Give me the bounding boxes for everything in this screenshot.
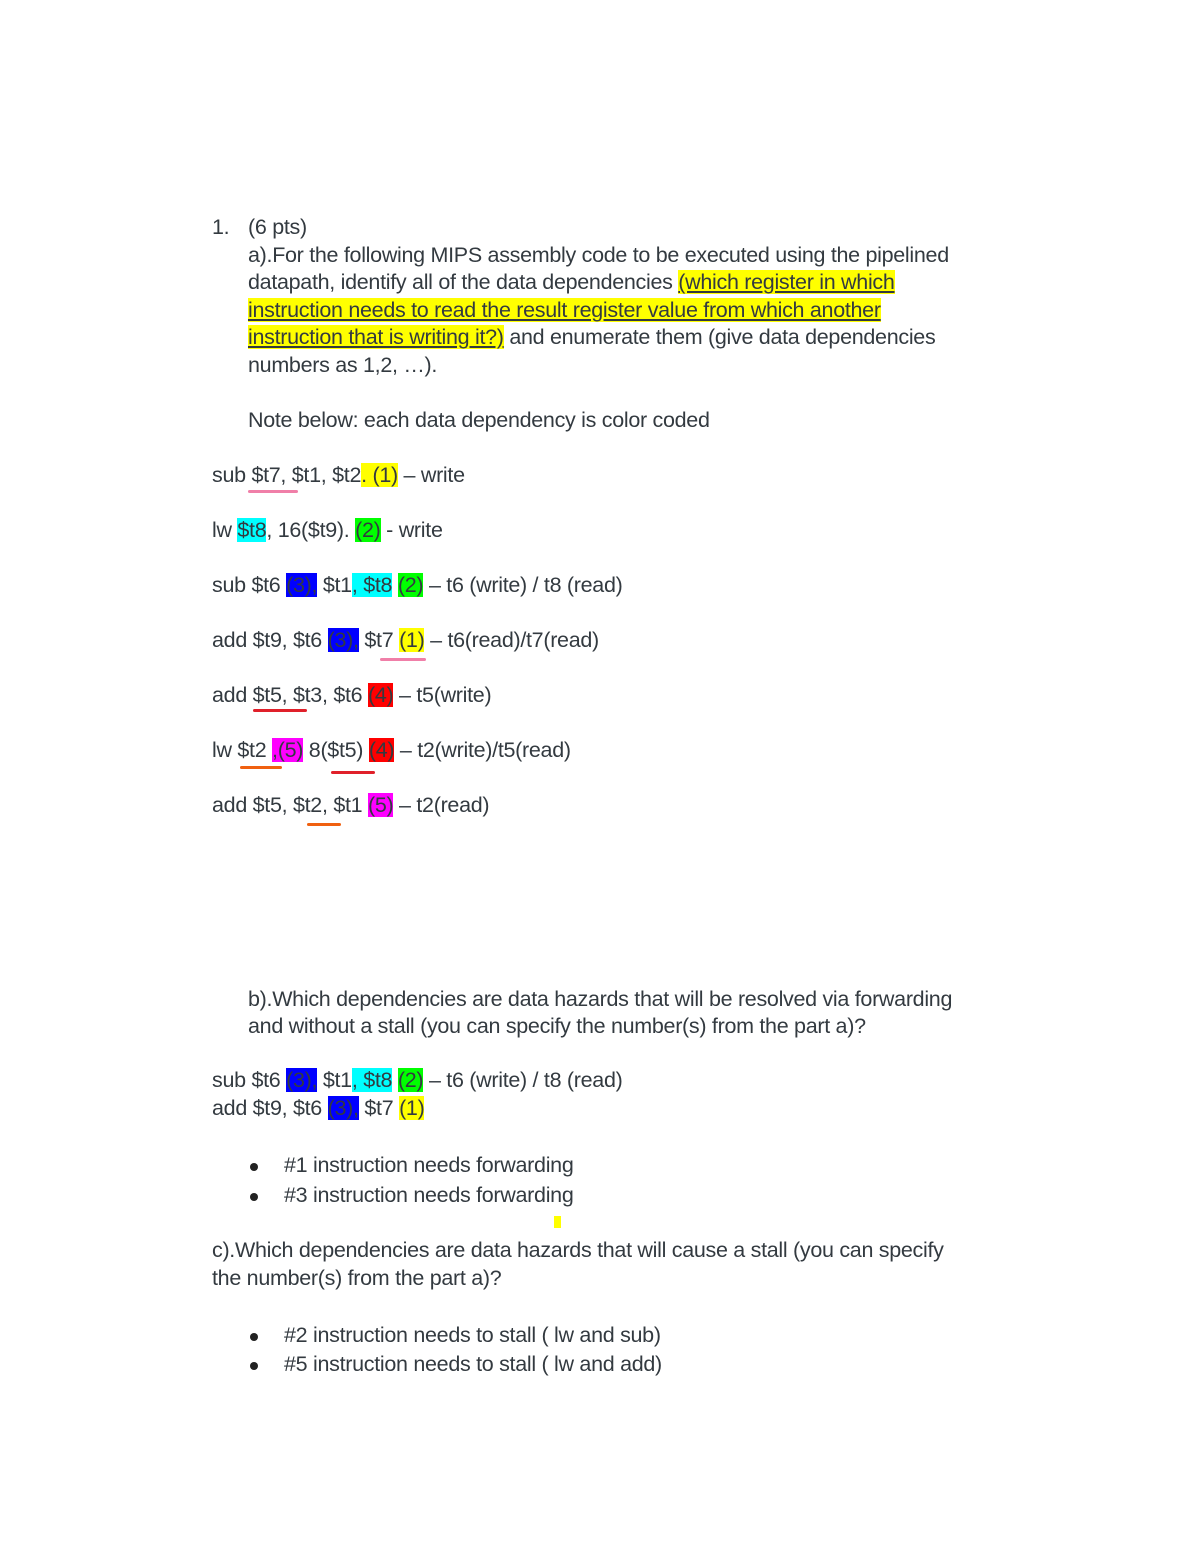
bullet-item: #1 instruction needs forwarding [284, 1153, 574, 1177]
text-segment: $t7 [358, 1096, 400, 1120]
highlighted-text: (4) [368, 738, 395, 762]
text-segment: lw [212, 518, 238, 542]
highlight-mark [554, 1216, 561, 1228]
text-segment: $t7 [358, 628, 400, 652]
highlighted-text: (5) [367, 793, 394, 817]
highlighted-text: (2) [397, 1068, 424, 1092]
pen-underline-mark [380, 658, 426, 661]
text-segment: – t2(read) [393, 793, 490, 817]
text-segment: , 16($t9). [266, 518, 356, 542]
part-a-prompt-line [248, 269, 895, 296]
highlighted-text: (3), [327, 1096, 359, 1120]
text-segment: and enumerate them (give data dependencies [503, 325, 936, 349]
part-a-prompt-line [248, 297, 881, 324]
code-line [212, 1095, 424, 1122]
text-segment: sub $t7, $t1, $t2 [212, 463, 362, 487]
part-c-prompt-line: c).Which dependencies are data hazards that will cause a stall (you can specify [212, 1238, 944, 1262]
color-code-note: Note below: each data dependency is color coded [248, 408, 710, 432]
text-segment: lw $t2 [212, 738, 273, 762]
highlighted-text: instruction needs to read the result register value from which another [248, 298, 881, 322]
pen-underline-mark [331, 771, 375, 774]
code-line [212, 682, 491, 709]
text-segment: 8($t5) [303, 738, 369, 762]
text-segment: datapath, identify all of the data dependencies [248, 270, 679, 294]
bullet-icon [250, 1362, 258, 1370]
text-segment: add $t5, $t3, $t6 [212, 683, 368, 707]
text-segment: – t6 (write) / t8 (read) [423, 573, 623, 597]
code-line [212, 572, 622, 599]
part-a-prompt-line [248, 352, 437, 379]
pen-underline-mark [253, 709, 307, 712]
highlighted-text: (2) [397, 573, 424, 597]
bullet-icon [250, 1333, 258, 1341]
text-segment: add $t9, $t6 [212, 628, 328, 652]
bullet-icon [250, 1163, 258, 1171]
code-line [212, 792, 489, 819]
text-segment: add $t5, $t2, $t1 [212, 793, 368, 817]
text-segment: – t6(read)/t7(read) [424, 628, 599, 652]
highlighted-text: ,(5) [272, 738, 304, 762]
question-number: 1. [212, 215, 230, 239]
text-segment: sub $t6 [212, 1068, 287, 1092]
text-segment: – t5(write) [393, 683, 492, 707]
highlighted-text: $t8 [237, 518, 267, 542]
text-segment: add $t9, $t6 [212, 1096, 328, 1120]
text-segment: – t2(write)/t5(read) [394, 738, 571, 762]
text-segment: $t1 [317, 573, 352, 597]
pen-underline-mark [307, 823, 341, 826]
text-segment: sub $t6 [212, 573, 287, 597]
bullet-item: #5 instruction needs to stall ( lw and add) [284, 1352, 662, 1376]
pen-underline-mark [248, 490, 298, 493]
code-line [212, 462, 465, 489]
code-line [212, 627, 599, 654]
highlighted-text: instruction that is writing it?) [248, 325, 504, 349]
code-line [212, 517, 443, 544]
highlighted-text: . (1) [361, 463, 398, 487]
text-segment: – t6 (write) / t8 (read) [423, 1068, 623, 1092]
part-b-prompt-line: and without a stall (you can specify the number(s) from the part a)? [248, 1014, 866, 1038]
text-segment: a).For the following MIPS assembly code to be executed using the pipelined [248, 243, 949, 267]
bullet-item: #3 instruction needs forwarding [284, 1183, 574, 1207]
highlighted-text: (3), [286, 573, 318, 597]
text-segment: $t1 [317, 1068, 352, 1092]
pen-underline-mark [240, 766, 282, 769]
highlighted-text: (4) [367, 683, 394, 707]
part-a-prompt-line [248, 242, 949, 269]
highlighted-text: (which register in which [678, 270, 895, 294]
bullet-item: #2 instruction needs to stall ( lw and sub) [284, 1323, 661, 1347]
part-a-prompt-line [248, 324, 935, 351]
part-b-prompt-line: b).Which dependencies are data hazards that will be resolved via forwarding [248, 987, 953, 1011]
highlighted-text: (2) [355, 518, 381, 542]
text-segment: - write [380, 518, 443, 542]
code-line [212, 1067, 622, 1094]
highlighted-text: , $t8 [351, 1068, 393, 1092]
part-c-prompt-line: the number(s) from the part a)? [212, 1266, 502, 1290]
highlighted-text: (3), [286, 1068, 318, 1092]
text-segment: – write [397, 463, 465, 487]
highlighted-text: (3), [327, 628, 359, 652]
highlighted-text: , $t8 [351, 573, 393, 597]
bullet-icon [250, 1193, 258, 1201]
code-line [212, 737, 571, 764]
question-points: (6 pts) [248, 215, 307, 239]
highlighted-text: (1) [399, 1096, 425, 1120]
text-segment: numbers as 1,2, …). [248, 353, 438, 377]
highlighted-text: (1) [399, 628, 425, 652]
